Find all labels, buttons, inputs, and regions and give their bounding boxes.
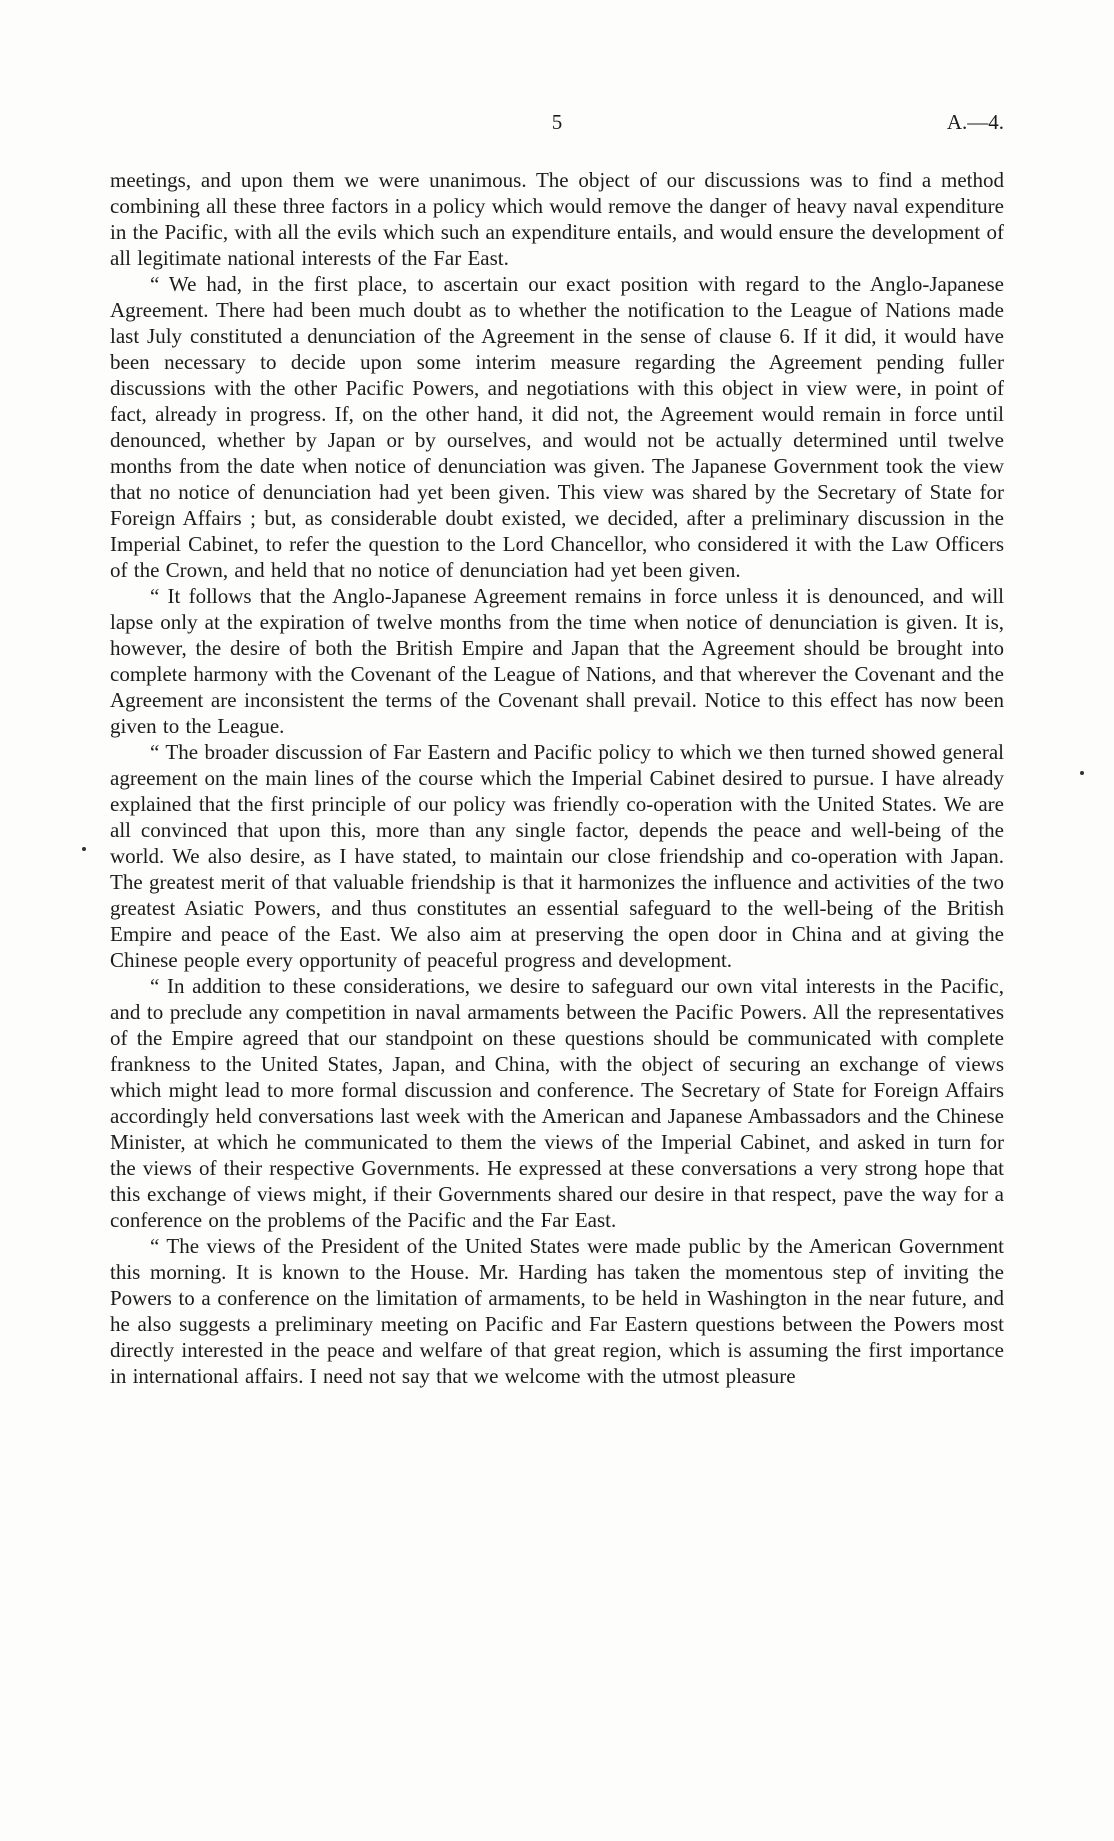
paragraph-3: “ It follows that the Anglo-Japanese Agreement remains in force unless it is denounced, and will lapse only at the expiration of twelve months from the time when notice of denunciation is given. It is, however, the desire of both the British Empire and Japan that the Agreement should be brought into complete harmony with the Covenant of the League of Nations, and that wherever the Covenant and the Agreement are inconsistent the terms of the Covenant shall prevail. Notice to this effect has now been given to the League.	[110, 584, 1004, 738]
page-header	[0, 110, 1114, 140]
body-text	[110, 167, 1004, 1389]
margin-dot-mark	[82, 847, 86, 851]
page-number: 5	[551, 110, 563, 134]
document-reference: A.—4.	[946, 110, 1004, 134]
margin-dot-mark	[1080, 771, 1084, 775]
paragraph-5: “ In addition to these considerations, we desire to safeguard our own vital interests in the Pacific, and to preclude any competition in naval armaments between the Pacific Powers. All the representatives of the Empire agreed that our standpoint on these questions should be communicated with complete frankness to the United States, Japan, and China, with the object of securing an exchange of views which might lead to more formal discussion and conference. The Secretary of State for Foreign Affairs accordingly held conversations last week with the American and Japanese Ambassadors and the Chinese Minister, at which he communicated to them the views of the Imperial Cabinet, and asked in turn for the views of their respective Governments. He expressed at these conversations a very strong hope that this exchange of views might, if their Governments shared our desire in that respect, pave the way for a conference on the problems of the Pacific and the Far East.	[110, 974, 1004, 1232]
paragraph-1: meetings, and upon them we were unanimous. The object of our discussions was to find a method combining all these three factors in a policy which would remove the danger of heavy naval expenditure in the Pacific, with all the evils which such an expenditure entails, and would ensure the development of all legitimate national interests of the Far East.	[110, 168, 1004, 270]
paragraph-4: “ The broader discussion of Far Eastern and Pacific policy to which we then turned showed general agreement on the main lines of the course which the Imperial Cabinet desired to pursue. I have already explained that the first principle of our policy was friendly co-operation with the United States. We are all convinced that upon this, more than any single factor, depends the peace and well-being of the world. We also desire, as I have stated, to maintain our close friendship and co-operation with Japan. The greatest merit of that valuable friendship is that it harmonizes the influence and activities of the two greatest Asiatic Powers, and thus constitutes an essential safeguard to the well-being of the British Empire and peace of the East. We also aim at preserving the open door in China and at giving the Chinese people every opportunity of peaceful progress and development.	[110, 740, 1004, 972]
paragraph-2: “ We had, in the first place, to ascertain our exact position with regard to the Anglo-Japanese Agreement. There had been much doubt as to whether the notification to the League of Nations made last July constituted a denunciation of the Agreement in the sense of clause 6. If it did, it would have been necessary to decide upon some interim measure regarding the Agreement pending fuller discussions with the other Pacific Powers, and negotiations with this object in view were, in point of fact, already in progress. If, on the other hand, it did not, the Agreement would remain in force until denounced, whether by Japan or by ourselves, and would not be actually determined until twelve months from the date when notice of denunciation was given. The Japanese Government took the view that no notice of denunciation had yet been given. This view was shared by the Secretary of State for Foreign Affairs ; but, as considerable doubt existed, we decided, after a preliminary discussion in the Imperial Cabinet, to refer the question to the Lord Chancellor, who considered it with the Law Officers of the Crown, and held that no notice of denunciation had yet been given.	[110, 272, 1004, 582]
paragraph-6: “ The views of the President of the United States were made public by the American Government this morning. It is known to the House. Mr. Harding has taken the momentous step of inviting the Powers to a conference on the limitation of armaments, to be held in Washington in the near future, and he also suggests a preliminary meeting on Pacific and Far Eastern questions between the Powers most directly interested in the peace and welfare of that great region, which is assuming the first importance in international affairs. I need not say that we welcome with the utmost pleasure	[110, 1234, 1004, 1388]
